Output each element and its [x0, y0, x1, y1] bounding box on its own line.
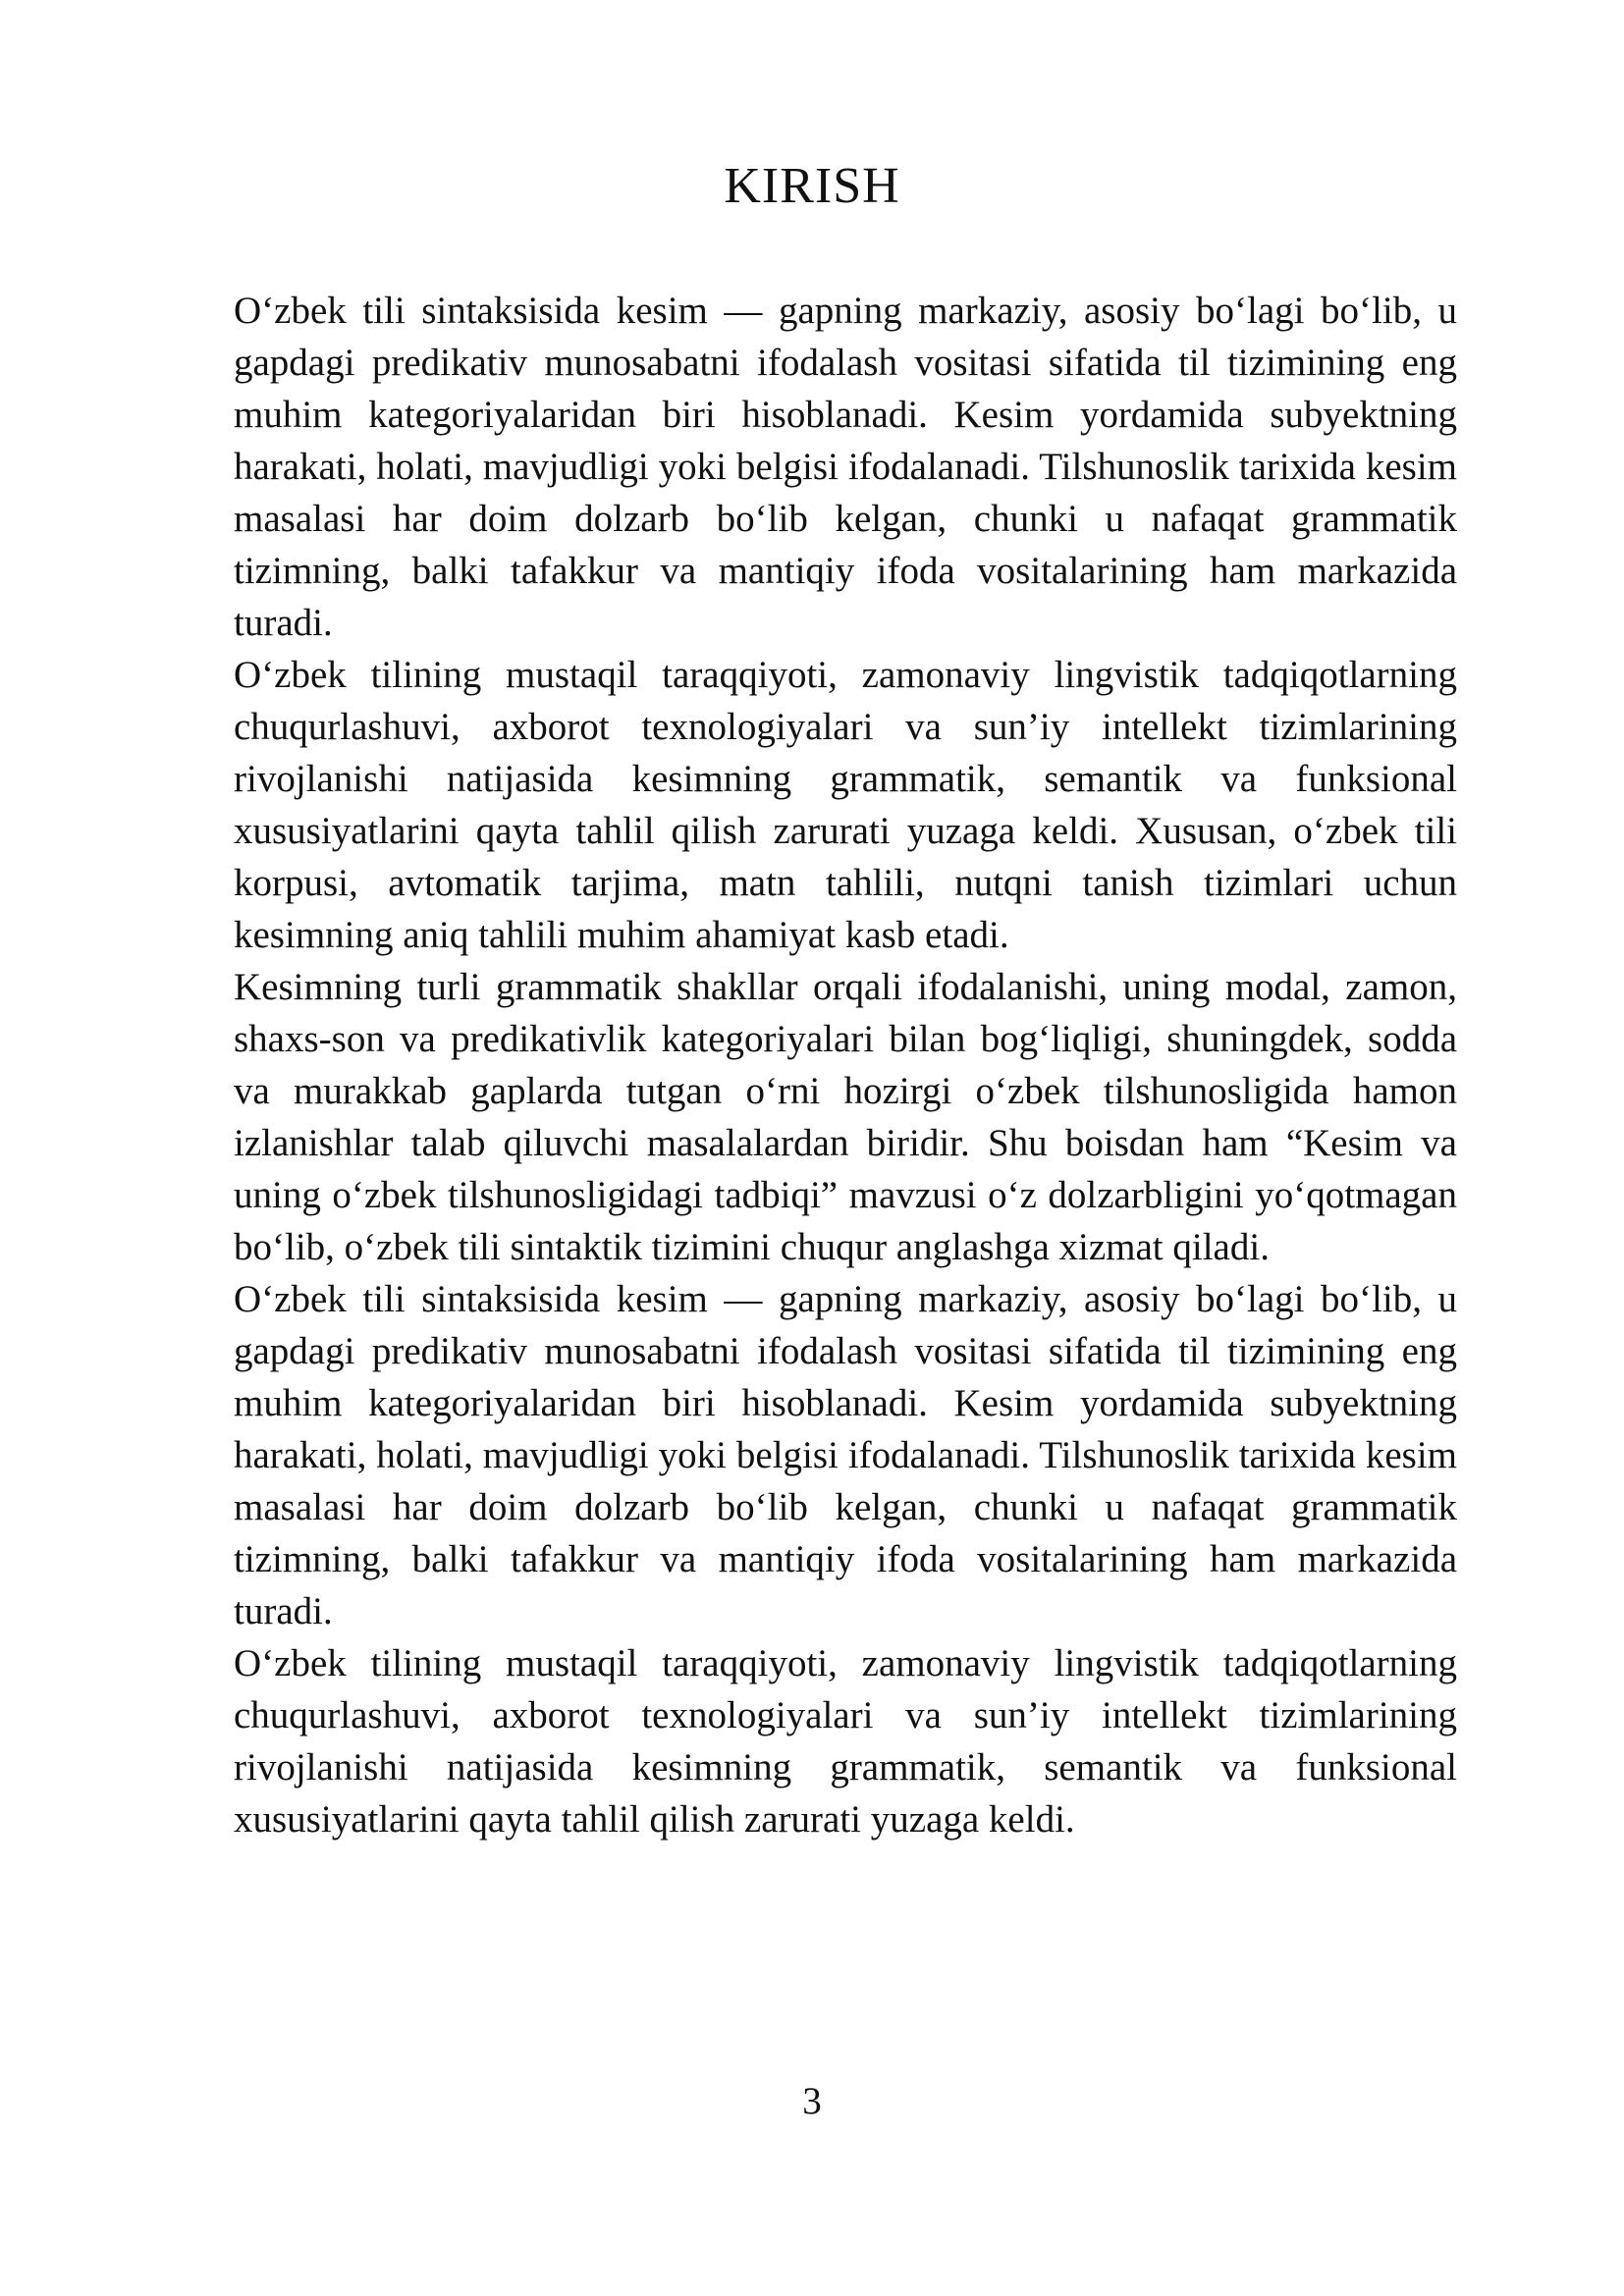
- page-title: KIRISH: [724, 158, 900, 214]
- paragraph-1: O‘zbek tili sintaksisida kesim — gapning markaziy, asosiy bo‘lagi bo‘lib, u gapdagi predikativ munosabatni ifodalash vositasi sifatida til tizimining eng muhim kategoriyalaridan biri hisoblanadi. Kesim yordamida subyektning harakati, holati, mavjudligi yoki belgisi ifodalanadi. Tilshunoslik tarixida kesim masalasi har doim dolzarb bo‘lib kelgan, chunki u nafaqat grammatik tizimning, balki tafakkur va mantiqiy ifoda vositalarining ham markazida turadi.: [234, 290, 1457, 644]
- paragraph-5: O‘zbek tilining mustaqil taraqqiyoti, zamonaviy lingvistik tadqiqotlarning chuqurlashuvi, axborot texnologiyalari va sun’iy intellekt tizimlarining rivojlanishi natijasida kesimning grammatik, semantik va funksional xususiyatlarini qayta tahlil qilish zarurati yuzaga keldi.: [234, 1642, 1457, 1841]
- paragraph-3: Kesimning turli grammatik shakllar orqali ifodalanishi, uning modal, zamon, shaxs-son va predikativlik kategoriyalari bilan bog‘liqligi, shuningdek, sodda va murakkab gaplarda tutgan o‘rni hozirgi o‘zbek tilshunosligida hamon izlanishlar talab qiluvchi masalalardan biridir. Shu boisdan ham “Kesim va uning o‘zbek tilshunosligidagi tadbiqi” mavzusi o‘z dolzarbligini yo‘qotmagan bo‘lib, o‘zbek tili sintaktik tizimini chuqur anglashga xizmat qiladi.: [234, 966, 1457, 1268]
- body-text: [234, 285, 1457, 1845]
- page-number: 3: [802, 2080, 822, 2122]
- paragraph-4: O‘zbek tili sintaksisida kesim — gapning markaziy, asosiy bo‘lagi bo‘lib, u gapdagi predikativ munosabatni ifodalash vositasi sifatida til tizimining eng muhim kategoriyalaridan biri hisoblanadi. Kesim yordamida subyektning harakati, holati, mavjudligi yoki belgisi ifodalanadi. Tilshunoslik tarixida kesim masalasi har doim dolzarb bo‘lib kelgan, chunki u nafaqat grammatik tizimning, balki tafakkur va mantiqiy ifoda vositalarining ham markazida turadi.: [234, 1278, 1457, 1632]
- paragraph-2: O‘zbek tilining mustaqil taraqqiyoti, zamonaviy lingvistik tadqiqotlarning chuqurlashuvi, axborot texnologiyalari va sun’iy intellekt tizimlarining rivojlanishi natijasida kesimning grammatik, semantik va funksional xususiyatlarini qayta tahlil qilish zarurati yuzaga keldi. Xususan, o‘zbek tili korpusi, avtomatik tarjima, matn tahlili, nutqni tanish tizimlari uchun kesimning aniq tahlili muhim ahamiyat kasb etadi.: [234, 654, 1457, 956]
